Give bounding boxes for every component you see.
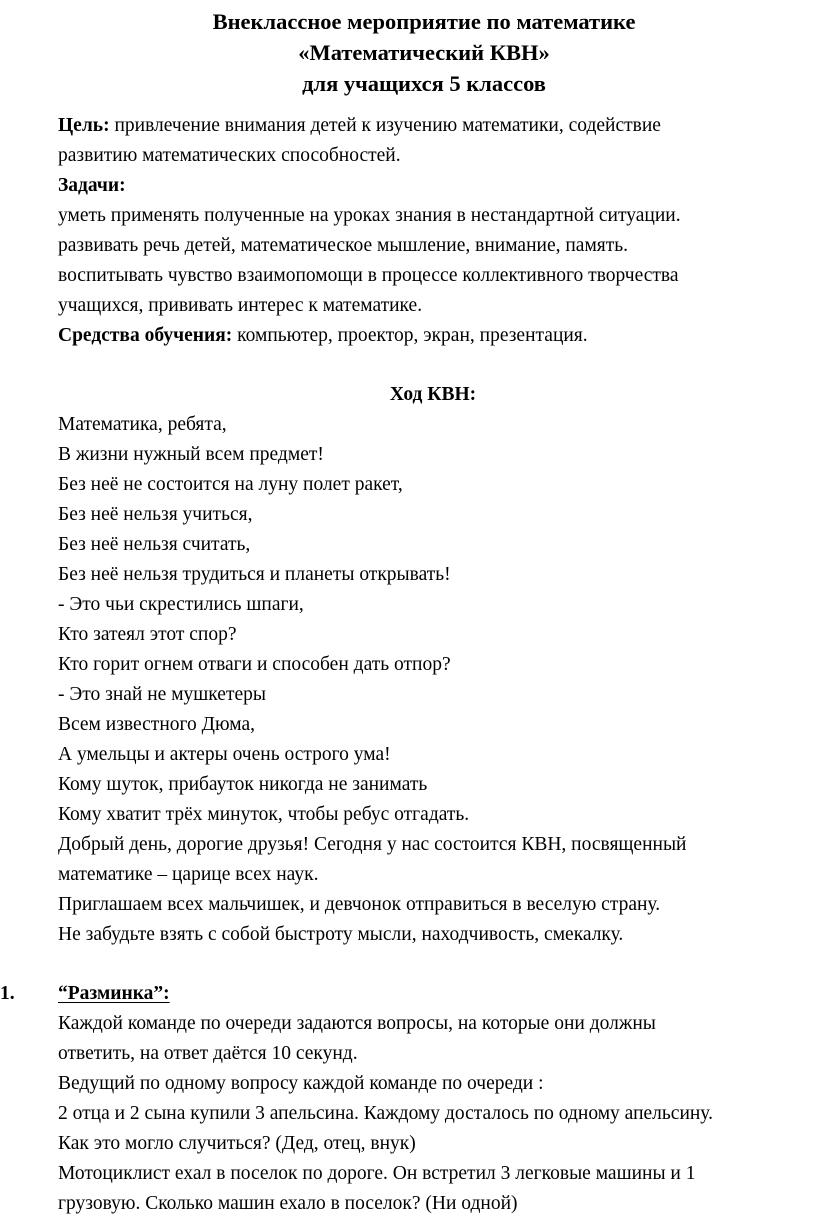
poem-line: Без неё нельзя трудиться и планеты открывать! xyxy=(58,564,451,585)
tasks-label: Задачи: xyxy=(58,175,126,196)
goal-paragraph xyxy=(58,111,808,141)
poem-line: Кто горит огнем отваги и способен дать отпор? xyxy=(58,654,451,675)
title-block xyxy=(0,6,816,99)
section-1-line: Как это могло случиться? (Дед, отец, внук) xyxy=(58,1133,416,1154)
poem-line: - Это чьи скрестились шпаги, xyxy=(58,594,304,615)
section-1-line: 2 отца и 2 сына купили 3 апельсина. Каждому досталось по одному апельсину. xyxy=(58,1103,713,1124)
task-line: развивать речь детей, математическое мышление, внимание, память. xyxy=(58,235,629,256)
goal-text-cont: развитию математических способностей. xyxy=(58,145,401,166)
means-paragraph xyxy=(58,321,808,351)
poem-line: Без неё нельзя учиться, xyxy=(58,504,253,525)
task-line: уметь применять полученные на уроках знания в нестандартной ситуации. xyxy=(58,205,681,226)
means-text: компьютер, проектор, экран, презентация. xyxy=(232,325,588,346)
section-number: 1. xyxy=(0,983,15,1004)
section-1-heading: “Разминка”: xyxy=(58,983,170,1004)
spacer xyxy=(58,351,808,380)
poem-line: Без неё нельзя считать, xyxy=(58,534,251,555)
document-body xyxy=(0,111,808,1219)
title-line-1: Внеклассное мероприятие по математике xyxy=(212,9,636,34)
goal-label: Цель: xyxy=(58,115,110,136)
section-1-line: грузовую. Сколько машин ехало в поселок? (Ни одной) xyxy=(58,1193,518,1214)
title-line-2: «Математический КВН» xyxy=(298,40,550,65)
greeting-line: математике – царице всех наук. xyxy=(58,864,319,885)
poem-line: Кто затеял этот спор? xyxy=(58,624,237,645)
poem-line: В жизни нужный всем предмет! xyxy=(58,444,324,465)
greeting-line: Добрый день, дорогие друзья! Сегодня у нас состоится КВН, посвященный xyxy=(58,834,687,855)
task-line: учащихся, прививать интерес к математике. xyxy=(58,295,423,316)
section-1-heading-row xyxy=(0,979,808,1009)
poem-line: Кому шуток, прибауток никогда не занимать xyxy=(58,774,428,795)
section-1-line: ответить, на ответ даётся 10 секунд. xyxy=(58,1043,358,1064)
greeting-line: Не забудьте взять с собой быстроту мысли, находчивость, смекалку. xyxy=(58,924,624,945)
task-line: воспитывать чувство взаимопомощи в процессе коллективного творчества xyxy=(58,265,679,286)
goal-text: привлечение внимания детей к изучению математики, содействие xyxy=(109,115,661,136)
greeting-line: Приглашаем всех мальчишек, и девчонок отправиться в веселую страну. xyxy=(58,894,661,915)
spacer xyxy=(58,950,808,979)
poem-line: Кому хватит трёх минуток, чтобы ребус отгадать. xyxy=(58,804,470,825)
course-heading: Ход КВН: xyxy=(389,384,477,405)
section-1-line: Каждой команде по очереди задаются вопросы, на которые они должны xyxy=(58,1013,656,1034)
poem-line: Без неё не состоится на луну полет ракет, xyxy=(58,474,403,495)
poem-line: Математика, ребята, xyxy=(58,414,227,435)
section-1-line: Ведущий по одному вопросу каждой команде по очереди : xyxy=(58,1073,544,1094)
title-line-3: для учащихся 5 классов xyxy=(302,71,546,96)
poem-line: А умельцы и актеры очень острого ума! xyxy=(58,744,391,765)
poem-line: - Это знай не мушкетеры xyxy=(58,684,266,705)
section-1-line: Мотоциклист ехал в поселок по дороге. Он встретил 3 легковые машины и 1 xyxy=(58,1163,696,1184)
poem-line: Всем известного Дюма, xyxy=(58,714,255,735)
means-label: Средства обучения: xyxy=(58,325,233,346)
